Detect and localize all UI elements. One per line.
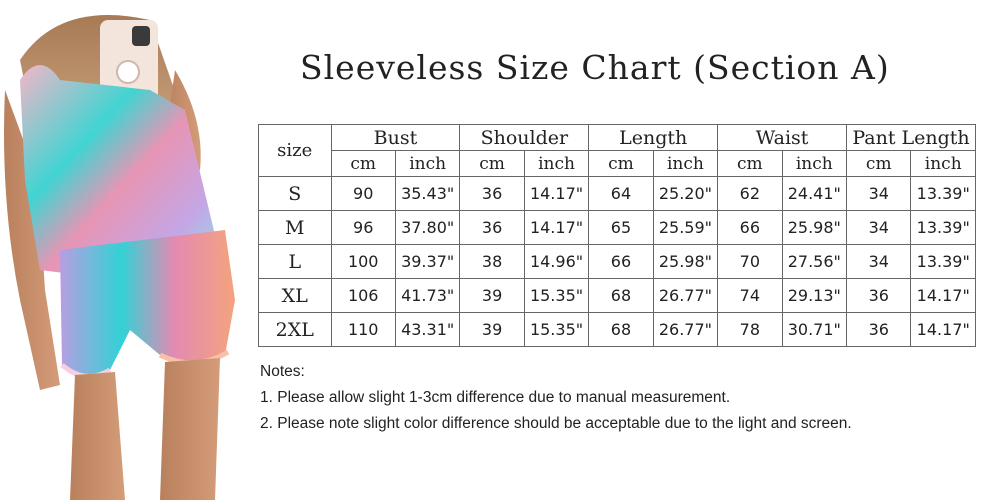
bust-inch-cell: 39.37" [395,245,459,279]
unit-header-inch: inch [782,151,846,177]
pant-length-cm-cell: 34 [847,245,911,279]
waist-cm-cell: 78 [718,313,782,347]
bust-cm-cell: 90 [331,177,395,211]
shoulder-cm-cell: 39 [460,279,524,313]
group-header-pant-length: Pant Length [847,125,976,151]
length-inch-cell: 25.98" [653,245,717,279]
shoulder-inch-cell: 14.17" [524,211,588,245]
header-row-groups [259,125,976,151]
length-inch-cell: 25.59" [653,211,717,245]
bust-inch-cell: 35.43" [395,177,459,211]
size-label: 2XL [259,313,332,347]
pant-length-cm-cell: 34 [847,211,911,245]
unit-header-inch: inch [524,151,588,177]
bust-inch-cell: 37.80" [395,211,459,245]
pant-length-cm-cell: 36 [847,279,911,313]
shoulder-inch-cell: 14.17" [524,177,588,211]
length-inch-cell: 26.77" [653,279,717,313]
bust-cm-cell: 96 [331,211,395,245]
length-cm-cell: 68 [589,313,653,347]
pant-length-inch-cell: 14.17" [911,313,976,347]
pant-length-inch-cell: 14.17" [911,279,976,313]
length-cm-cell: 64 [589,177,653,211]
unit-header-cm: cm [460,151,524,177]
size-chart-table [258,124,976,347]
length-cm-cell: 66 [589,245,653,279]
notes-heading: Notes: [260,363,305,380]
bust-cm-cell: 106 [331,279,395,313]
length-inch-cell: 26.77" [653,313,717,347]
waist-inch-cell: 24.41" [782,177,846,211]
length-cm-cell: 65 [589,211,653,245]
group-header-bust: Bust [331,125,460,151]
size-column-header: size [259,125,332,177]
table-row [259,245,976,279]
length-cm-cell: 68 [589,279,653,313]
unit-header-inch: inch [653,151,717,177]
waist-cm-cell: 70 [718,245,782,279]
waist-inch-cell: 27.56" [782,245,846,279]
size-label: L [259,245,332,279]
header-row-units [259,151,976,177]
unit-header-cm: cm [589,151,653,177]
product-photo [0,0,245,500]
waist-inch-cell: 30.71" [782,313,846,347]
bust-inch-cell: 43.31" [395,313,459,347]
pant-length-inch-cell: 13.39" [911,211,976,245]
table-row [259,177,976,211]
unit-header-cm: cm [718,151,782,177]
model-illustration [0,0,245,500]
shoulder-inch-cell: 14.96" [524,245,588,279]
unit-header-cm: cm [847,151,911,177]
pant-length-inch-cell: 13.39" [911,245,976,279]
group-header-length: Length [589,125,718,151]
waist-cm-cell: 62 [718,177,782,211]
shoulder-inch-cell: 15.35" [524,279,588,313]
waist-inch-cell: 25.98" [782,211,846,245]
pant-length-inch-cell: 13.39" [911,177,976,211]
shoulder-cm-cell: 39 [460,313,524,347]
unit-header-inch: inch [911,151,976,177]
group-header-shoulder: Shoulder [460,125,589,151]
bust-cm-cell: 110 [331,313,395,347]
size-label: S [259,177,332,211]
bust-inch-cell: 41.73" [395,279,459,313]
table-row [259,211,976,245]
note-item: 2. Please note slight color difference should be acceptable due to the light and screen. [260,415,852,432]
page-title: Sleeveless Size Chart (Section A) [300,48,890,87]
unit-header-inch: inch [395,151,459,177]
pant-length-cm-cell: 36 [847,313,911,347]
waist-inch-cell: 29.13" [782,279,846,313]
size-label: XL [259,279,332,313]
shoulder-cm-cell: 36 [460,211,524,245]
notes-section [260,362,980,440]
length-inch-cell: 25.20" [653,177,717,211]
waist-cm-cell: 74 [718,279,782,313]
waist-cm-cell: 66 [718,211,782,245]
size-label: M [259,211,332,245]
shoulder-inch-cell: 15.35" [524,313,588,347]
bust-cm-cell: 100 [331,245,395,279]
shoulder-cm-cell: 38 [460,245,524,279]
pant-length-cm-cell: 34 [847,177,911,211]
table-row [259,313,976,347]
unit-header-cm: cm [331,151,395,177]
note-item: 1. Please allow slight 1-3cm difference due to manual measurement. [260,389,731,406]
table-row [259,279,976,313]
group-header-waist: Waist [718,125,847,151]
shoulder-cm-cell: 36 [460,177,524,211]
